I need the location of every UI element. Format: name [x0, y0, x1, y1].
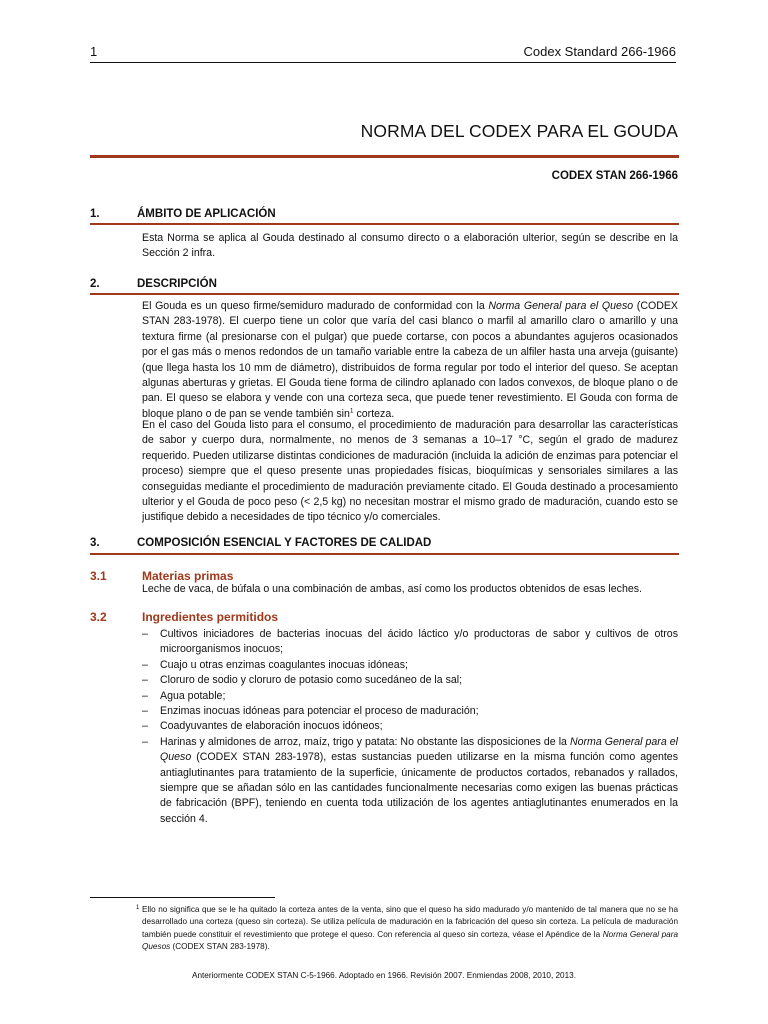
section-2-divider: [90, 293, 679, 295]
footnote-divider: [90, 897, 275, 898]
subsection-title: Materias primas: [142, 569, 234, 583]
page-number: 1: [90, 44, 98, 59]
document-title: NORMA DEL CODEX PARA EL GOUDA: [360, 121, 678, 141]
list-item: – Coadyuvantes de elaboración inocuos idóneos;: [142, 720, 383, 733]
section-2-paragraph-1: El Gouda es un queso firme/semiduro madurado de conformidad con la Norma General para el Queso (CODEX STAN 283-1978). El cuerpo tiene un color que varía del casi blanco o marfil al amarillo claro o amarillo y una textura firme (al presionarse con el pulgar) que puede cortarse, con pocos a abundantes agujeros ocasionados por el gas más o menos redondos de un tamaño variable entre la cabeza de un alfiler hasta una arveja (guisante) (que llega hasta los 10 mm de diámetro), distribuidos de forma regular por todo el interior del queso. Se aceptan algunas aberturas y grietas. El Gouda tiene forma de cilindro aplanado con lados convexos, de bloque plano o de pan. El queso se elabora y vende con una corteza seca, que puede tener revestimiento. El Gouda con forma de bloque plano o de pan se vende también $\sin^1$ corteza.: [142, 300, 678, 420]
list-item: – Cultivos iniciadores de bacterias inocuas del ácido láctico y/o productoras de sabor y cultivos de otros microorganismos inocuos;: [142, 628, 678, 656]
list-item: – Harinas y almidones de arroz, maíz, trigo y patata: No obstante las disposiciones de la Norma General para el Queso (CODEX STAN 283-1978), estas sustancias pueden utilizarse en la misma función como agentes antiaglutinantes para tratamiento de la superficie, únicamente de productos cortados, rebanados y rallados, siempre que se añadan sólo en las cantidades funcionalmente necesarias como exigen las buenas prácticas de fabricación (BPF), teniendo en cuenta toda utilización de los agentes antiaglutinantes enumerados en la sección 4.: [142, 735, 679, 825]
section-number: 3.: [90, 537, 100, 549]
cited-standard: Norma General para Quesos: [142, 929, 679, 952]
section-number: 2.: [90, 278, 100, 290]
section-2-paragraph-2: En el caso del Gouda listo para el consumo, el procedimiento de maduración para desarrollar las características de sabor y cuerpo dura, normalmente, no menos de 3 semanas a 10–17 °C, según el grado de madurez requerido. Pueden utilizarse distintas condiciones de maduración (incluida la adición de enzimas para potenciar el proceso) siempre que el queso presente unas propiedades físicas, bioquímicas y sensoriales similares a las conseguidas mediante el procedimiento de maduración previamente citado. El Gouda destinado a procesamiento ulterior y el Gouda de poco peso (< 2,5 kg) no necesitan mostrar el mismo grado de maduración, cuando esto se justifique debido a necesidades de tipo técnico y/o comerciales.: [142, 419, 678, 524]
running-header: [90, 44, 676, 63]
section-1-divider: [90, 223, 679, 225]
section-number: 1.: [90, 208, 100, 220]
standard-code: CODEX STAN 266-1966: [551, 170, 678, 182]
subsection-3-1-text: Leche de vaca, de búfala o una combinación de ambas, así como los productos obtenidos de esas leches.: [142, 583, 642, 595]
section-title: ÁMBITO DE APLICACIÓN: [137, 208, 276, 220]
standard-reference: Codex Standard 266-1966: [523, 44, 676, 59]
footnote-mark: 1: [136, 905, 140, 911]
list-item: – Cuajo u otras enzimas coagulantes inocuas idóneas;: [142, 658, 408, 671]
footnote: 1 Ello no significa que se le ha quitado la corteza antes de la venta, sino que el queso ha sido madurado y/o mantenido de tal manera que no se ha desarrollado una corteza (queso sin corteza). Se utiliza película de maduración en la fabricación del queso sin corteza. La película de maduración también puede constituir el revestimiento que protege el queso. Con referencia al queso sin corteza, véase el Apéndice de la Norma General para Quesos (CODEX STAN 283-1978).: [142, 904, 678, 954]
subsection-title: Ingredientes permitidos: [142, 610, 279, 624]
title-divider: [90, 155, 679, 158]
cited-standard: Norma General para el Queso: [160, 735, 679, 764]
section-1-text: Esta Norma se aplica al Gouda destinado al consumo directo o a elaboración ulterior, según se describe en la Sección 2 infra.: [142, 232, 678, 260]
section-title: COMPOSICIÓN ESENCIAL Y FACTORES DE CALIDAD: [137, 537, 432, 549]
section-title: DESCRIPCIÓN: [137, 278, 217, 290]
subsection-number: 3.1: [90, 569, 107, 583]
footnote-ref: 1: [349, 407, 354, 415]
section-3-divider: [90, 553, 679, 555]
list-item: – Enzimas inocuas idóneas para potenciar el proceso de maduración;: [142, 705, 479, 718]
list-item: – Agua potable;: [142, 689, 226, 702]
ingredients-list: [142, 627, 678, 827]
subsection-number: 3.2: [90, 610, 107, 624]
list-item: – Cloruro de sodio y cloruro de potasio como sucedáneo de la sal;: [142, 674, 463, 687]
page-footer: Anteriormente CODEX STAN C-5-1966. Adoptado en 1966. Revisión 2007. Enmiendas 2008, 2010, 2013.: [192, 971, 576, 980]
cited-standard: Norma General para el Queso: [488, 300, 634, 312]
